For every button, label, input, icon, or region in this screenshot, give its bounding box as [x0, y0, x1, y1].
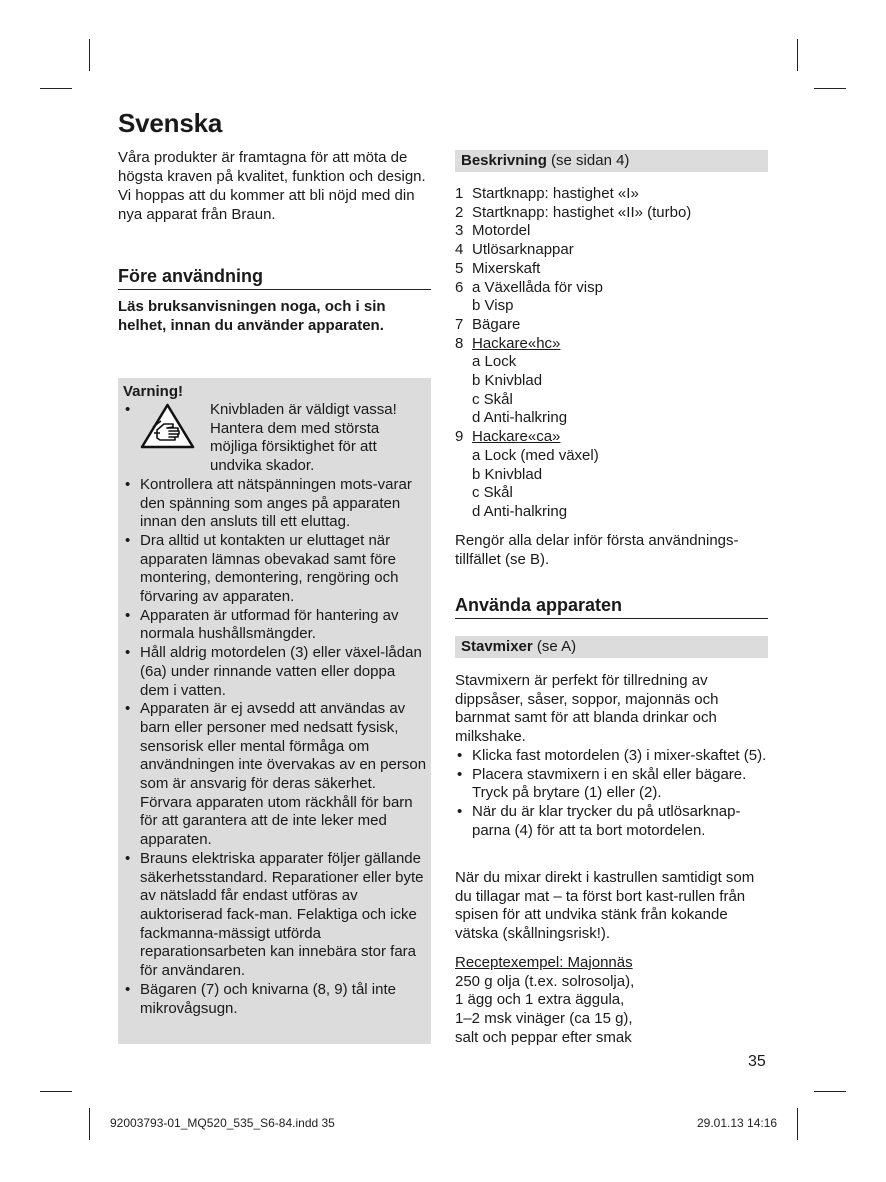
- parts-list: [455, 185, 768, 522]
- part-item: b Knivblad: [472, 372, 543, 390]
- before-use-heading: Före användning: [118, 265, 431, 290]
- step-item: • Placera stavmixern i en skål eller bägare. Tryck på brytare (1) eller (2).: [455, 766, 768, 803]
- intro-text: Våra produkter är framtagna för att möta de högsta kraven på kvalitet, funktion och design. Vi hoppas att du kommer att bli nöjd med din nya apparat från Braun.: [118, 149, 426, 223]
- page-number: 35: [748, 1053, 766, 1070]
- use-heading: Använda apparaten: [455, 594, 768, 619]
- warning-item: [123, 401, 427, 476]
- hand-cut-hazard-icon: [140, 403, 195, 449]
- crop-mark: [89, 39, 90, 71]
- part-item: b Knivblad: [472, 465, 543, 483]
- part-item: 2 Startknapp: hastighet «II» (turbo): [455, 203, 692, 221]
- part-item: d Anti-halkring: [472, 409, 568, 427]
- recipe-line: 250 g olja (t.ex. solrosolja),: [455, 972, 635, 990]
- warning-item: • Apparaten är utformad för hantering av normala hushållsmängder.: [123, 607, 427, 644]
- part-item: 3 Motordel: [455, 222, 531, 240]
- crop-mark: [40, 88, 72, 89]
- part-item: 8 Hackare«hc»: [455, 334, 561, 352]
- hand-blender-heading-bold: Stavmixer: [461, 638, 533, 655]
- warning-box: [118, 378, 431, 1044]
- description-heading-ref: (se sidan 4): [546, 152, 630, 169]
- description-heading-bold: Beskrivning: [461, 152, 547, 169]
- warning-title: Varning!: [123, 383, 184, 400]
- hand-blender-intro: Stavmixern är perfekt för tillredning av dippsåser, såser, soppor, majonnäs och barnmat samt för att blanda drinkar och milkshake.: [455, 672, 719, 746]
- recipe: [455, 954, 768, 1048]
- part-item: b Visp: [472, 297, 514, 315]
- recipe-title: Receptexempel: Majonnäs: [455, 954, 633, 971]
- warning-item: • Kontrollera att nätspänningen mots-varar den spänning som anges på apparaten innan den ansluts till ett eluttag.: [123, 476, 427, 532]
- warning-item-text: • Knivbladen är väldigt vassa! Hantera dem med största möjliga försiktighet för att undvika skador.: [210, 401, 397, 475]
- footer-file-info: 92003793-01_MQ520_535_S6-84.indd 35: [110, 1116, 335, 1130]
- recipe-line: salt och peppar efter smak: [455, 1028, 632, 1046]
- crop-mark: [89, 1108, 90, 1140]
- warning-item: • Apparaten är ej avsedd att användas av barn eller personer med nedsatt fysisk, sensorisk eller mental förmåga om användningen inte övervakas av en person som är ansvarig för deras säkerhet. Förvara apparaten utom räckhåll för barn för att garantera att de inte leker med apparaten.: [123, 700, 427, 850]
- part-item: 6 a Växellåda för visp: [455, 278, 603, 296]
- footer-date: 29.01.13 14:16: [697, 1116, 778, 1130]
- step-item: • Klicka fast motordelen (3) i mixer-skaftet (5).: [455, 747, 768, 766]
- recipe-line: 1–2 msk vinäger (ca 15 g),: [455, 1010, 633, 1028]
- part-item: d Anti-halkring: [472, 502, 568, 520]
- crop-mark: [40, 1091, 72, 1092]
- warning-item: • Bägaren (7) och knivarna (8, 9) tål inte mikrovågsugn.: [123, 981, 427, 1018]
- description-heading: [455, 150, 768, 172]
- warning-item: • Brauns elektriska apparater följer gällande säkerhetsstandard. Reparationer eller byte av nätsladd får endast utföras av auktoriserad fack-man. Felaktiga och icke fackmanna-mässigt utförda reparationsarbeten kan innebära stor fara för användaren.: [123, 850, 427, 981]
- part-item: 9 Hackare«ca»: [455, 428, 561, 446]
- crop-mark: [814, 88, 846, 89]
- recipe-line: 1 ägg och 1 extra äggula,: [455, 991, 625, 1009]
- hand-blender-heading-ref: (se A): [532, 638, 577, 655]
- step-item: • När du är klar trycker du på utlösarknap-parna (4) för att ta bort motordelen.: [455, 803, 768, 840]
- cleaning-note: Rengör alla delar inför första användnings-tillfället (se B).: [455, 532, 739, 568]
- part-item: c Skål: [472, 390, 513, 408]
- part-item: a Lock: [472, 353, 517, 371]
- part-item: 1 Startknapp: hastighet «I»: [455, 185, 639, 202]
- warning-list: [123, 401, 427, 1018]
- crop-mark: [814, 1091, 846, 1092]
- crop-mark: [797, 1108, 798, 1140]
- hand-blender-section: [455, 672, 768, 840]
- part-item: a Lock (med växel): [472, 446, 599, 464]
- scald-warning: När du mixar direkt i kastrullen samtidigt som du tillagar mat – ta först bort kast-rullen från spisen för att undvika stänk från kokande vätska (skållningsrisk!).: [455, 869, 755, 943]
- warning-item: • Håll aldrig motordelen (3) eller växel-lådan (6a) under rinnande vatten eller doppa dem i vatten.: [123, 644, 427, 700]
- crop-mark: [797, 39, 798, 71]
- warning-item: • Dra alltid ut kontakten ur eluttaget när apparaten lämnas obevakad samt före montering, demontering, rengöring och förvaring av apparaten.: [123, 532, 427, 607]
- hand-blender-heading: [455, 636, 768, 658]
- page-title: Svenska: [118, 108, 223, 138]
- part-item: 5 Mixerskaft: [455, 259, 541, 277]
- part-item: 4 Utlösarknappar: [455, 241, 574, 259]
- steps-list: [455, 747, 768, 841]
- before-use-instruction: Läs bruksanvisningen noga, och i sin helhet, innan du använder apparaten.: [118, 298, 386, 334]
- part-item: c Skål: [472, 484, 513, 502]
- part-item: 7 Bägare: [455, 315, 521, 333]
